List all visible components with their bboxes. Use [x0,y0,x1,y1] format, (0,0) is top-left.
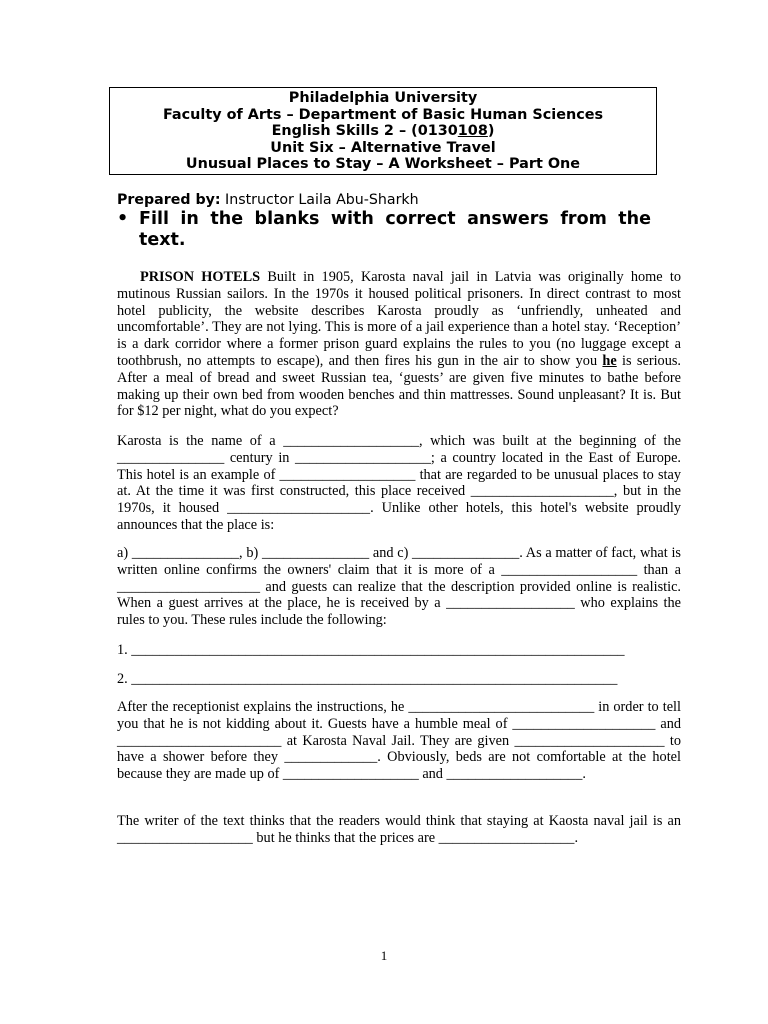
prepared-by [117,192,419,208]
instruction [117,209,651,251]
passage-title: PRISON HOTELS [140,269,261,285]
reading-passage: PRISON HOTELS Built in 1905, Karosta naval jail in Latvia was originally home to mutinous Russian sailors. In the 1970s it housed political prisoners. In direct contrast to most hotel publicity, the website describes Karosta proudly as ‘unfriendly, unheated and uncomfortable’. They are not lying. This is more of a jail experience than a hotel stay. ‘Reception’ is a dark corridor where a former prison guard explains the rules to you (no luggage except a toothbrush, no attempts to escape), and then fires his gun in the air to show you he is serious. After a meal of bread and sweet Russian tea, ‘guests’ are given five minutes to bathe before making up their own bed from wooden benches and thin mattresses. Sound unpleasant? It is. But for $12 per night, what do you expect? [117,269,681,420]
exercise-paragraph-1: Karosta is the name of a ___________________, which was built at the beginning of the _______________ century in ___________________; a country located in the East of Europe. This hotel is an example of ___________________ that are regarded to be unusual places to stay at. At the time it was first constructed, this place received ____________________, but in the 1970s, it housed ____________________. Unlike other hotels, this hotel's website proudly announces that the place is: [117,433,681,533]
course-code-suffix: 108 [457,123,488,140]
worksheet-title: Unusual Places to Stay – A Worksheet – Part One [185,156,581,173]
rule-blank-2: 2. ____________________________________________________________________ [117,671,618,687]
emphasized-he: he [602,352,617,369]
exercise-paragraph-3: After the receptionist explains the instructions, he __________________________ in order to tell you that he is not kidding about it. Guests have a humble meal of ____________________ and _______________________ at Karosta Naval Jail. They are given _____________________ to have a shower before they _____________. Obviously, beds are not comfortable at the hotel because they are made up of ___________________ and ___________________. [117,699,681,783]
university-name: Philadelphia University [288,90,478,106]
prepared-by-label: Prepared by: [117,192,221,208]
exercise-paragraph-4: The writer of the text thinks that the readers would think that staying at Kaosta naval jail is an ___________________ but he thinks that the prices are ___________________. [117,813,681,846]
exercise-paragraph-2: a) _______________, b) _______________ and c) _______________. As a matter of fact, what is written online confirms the owners' claim that it is more of a ___________________ than a ____________________ and guests can realize that the description provided online is realistic. When a guest arrives at the place, he is received by a __________________ who explains the rules to you. These rules include the following: [117,545,681,629]
instructor-name: Instructor Laila Abu-Sharkh [220,192,419,208]
unit-title: Unit Six – Alternative Travel [270,139,496,156]
instruction-text: Fill in the blanks with correct answers from the text. [139,209,651,250]
course-title: English Skills 2 – (0130108) [271,123,495,140]
bullet-icon: • [117,209,129,229]
faculty-department: Faculty of Arts – Department of Basic Human Sciences [162,106,604,123]
worksheet-header [109,87,657,175]
rule-blank-1: 1. _____________________________________________________________________ [117,642,625,658]
page-number: 1 [380,948,388,963]
